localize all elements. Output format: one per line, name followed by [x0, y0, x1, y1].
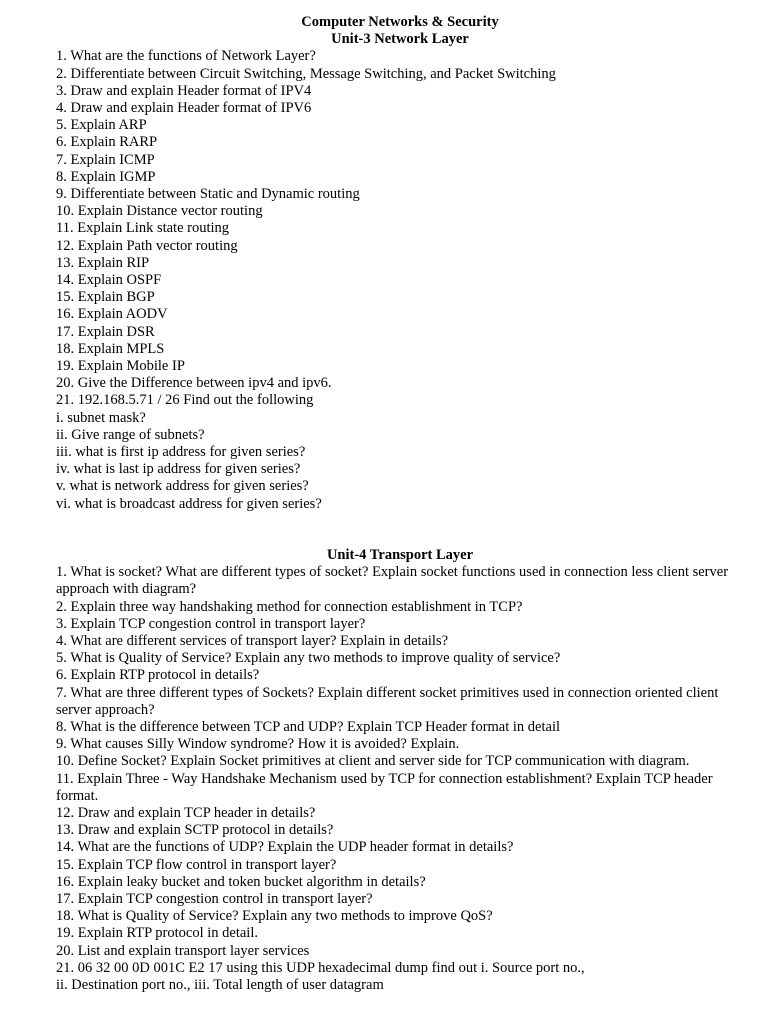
list-item: 7. Explain ICMP — [56, 151, 155, 168]
list-item: 6. Explain RTP protocol in details? — [56, 667, 260, 684]
list-item: 2. Differentiate between Circuit Switching, Message Switching, and Packet Switching — [56, 65, 556, 82]
list-item: 20. Give the Difference between ipv4 and ipv6. — [56, 375, 332, 392]
unit3-question-list — [56, 48, 744, 512]
list-item: i. subnet mask? — [56, 409, 146, 426]
unit3-title: Unit-3 Network Layer — [331, 31, 469, 48]
list-item: 13. Explain RIP — [56, 254, 150, 271]
list-item: 12. Draw and explain TCP header in details? — [56, 804, 316, 821]
list-item: 11. Explain Three - Way Handshake Mechanism used by TCP for connection establishment? Explain TCP header format. — [56, 770, 713, 804]
list-item: ii. Give range of subnets? — [56, 426, 205, 443]
list-item: 19. Explain Mobile IP — [56, 358, 185, 375]
list-item: 9. Differentiate between Static and Dynamic routing — [56, 186, 360, 203]
list-item: 20. List and explain transport layer services — [56, 942, 310, 959]
list-item: 15. Explain TCP flow control in transport layer? — [56, 856, 337, 873]
list-item: 6. Explain RARP — [56, 134, 158, 151]
list-item: 3. Draw and explain Header format of IPV4 — [56, 82, 312, 99]
list-item: 10. Explain Distance vector routing — [56, 203, 263, 220]
list-item: 5. What is Quality of Service? Explain any two methods to improve quality of service? — [56, 650, 561, 667]
list-item-continuation: ii. Destination port no., iii. Total length of user datagram — [56, 976, 384, 993]
unit4-question-list — [56, 564, 744, 994]
list-item: 5. Explain ARP — [56, 117, 147, 134]
list-item: 14. Explain OSPF — [56, 272, 162, 289]
list-item: 16. Explain AODV — [56, 306, 168, 323]
list-item: 9. What causes Silly Window syndrome? How it is avoided? Explain. — [56, 736, 460, 753]
list-item: 4. What are different services of transport layer? Explain in details? — [56, 632, 449, 649]
list-item: 12. Explain Path vector routing — [56, 237, 238, 254]
list-item: 18. What is Quality of Service? Explain any two methods to improve QoS? — [56, 908, 493, 925]
list-item: vi. what is broadcast address for given series? — [56, 495, 322, 512]
list-item: 21. 06 32 00 0D 001C E2 17 using this UDP hexadecimal dump find out i. Source port no., — [56, 959, 585, 976]
section-spacer — [56, 513, 744, 547]
list-item: 4. Draw and explain Header format of IPV6 — [56, 100, 312, 117]
list-item: 16. Explain leaky bucket and token bucket algorithm in details? — [56, 873, 426, 890]
list-item: 17. Explain TCP congestion control in transport layer? — [56, 890, 373, 907]
list-item: iii. what is first ip address for given series? — [56, 444, 306, 461]
course-title: Computer Networks & Security — [301, 14, 499, 30]
list-item: 3. Explain TCP congestion control in transport layer? — [56, 615, 366, 632]
list-item: 21. 192.168.5.71 / 26 Find out the following — [56, 392, 314, 409]
list-item: 8. What is the difference between TCP and UDP? Explain TCP Header format in detail — [56, 718, 561, 735]
list-item: 14. What are the functions of UDP? Explain the UDP header format in details? — [56, 839, 514, 856]
list-item: 13. Draw and explain SCTP protocol in details? — [56, 822, 334, 839]
list-item: 1. What is socket? What are different types of socket? Explain socket functions used in connection less client server approach with diagram? — [56, 564, 729, 598]
list-item: 17. Explain DSR — [56, 323, 155, 340]
list-item: 11. Explain Link state routing — [56, 220, 230, 237]
list-item: 19. Explain RTP protocol in detail. — [56, 925, 258, 942]
unit4-title: Unit-4 Transport Layer — [326, 546, 474, 563]
list-item: 7. What are three different types of Sockets? Explain different socket primitives used in connection oriented client server approach? — [56, 684, 719, 718]
list-item: 18. Explain MPLS — [56, 340, 165, 357]
list-item: 15. Explain BGP — [56, 289, 155, 306]
list-item: v. what is network address for given series? — [56, 478, 309, 495]
list-item: 1. What are the functions of Network Layer? — [56, 48, 316, 65]
list-item: 8. Explain IGMP — [56, 168, 156, 185]
list-item: iv. what is last ip address for given series? — [56, 461, 301, 478]
list-item: 2. Explain three way handshaking method for connection establishment in TCP? — [56, 598, 523, 615]
list-item: 10. Define Socket? Explain Socket primitives at client and server side for TCP communication with diagram. — [56, 753, 690, 770]
